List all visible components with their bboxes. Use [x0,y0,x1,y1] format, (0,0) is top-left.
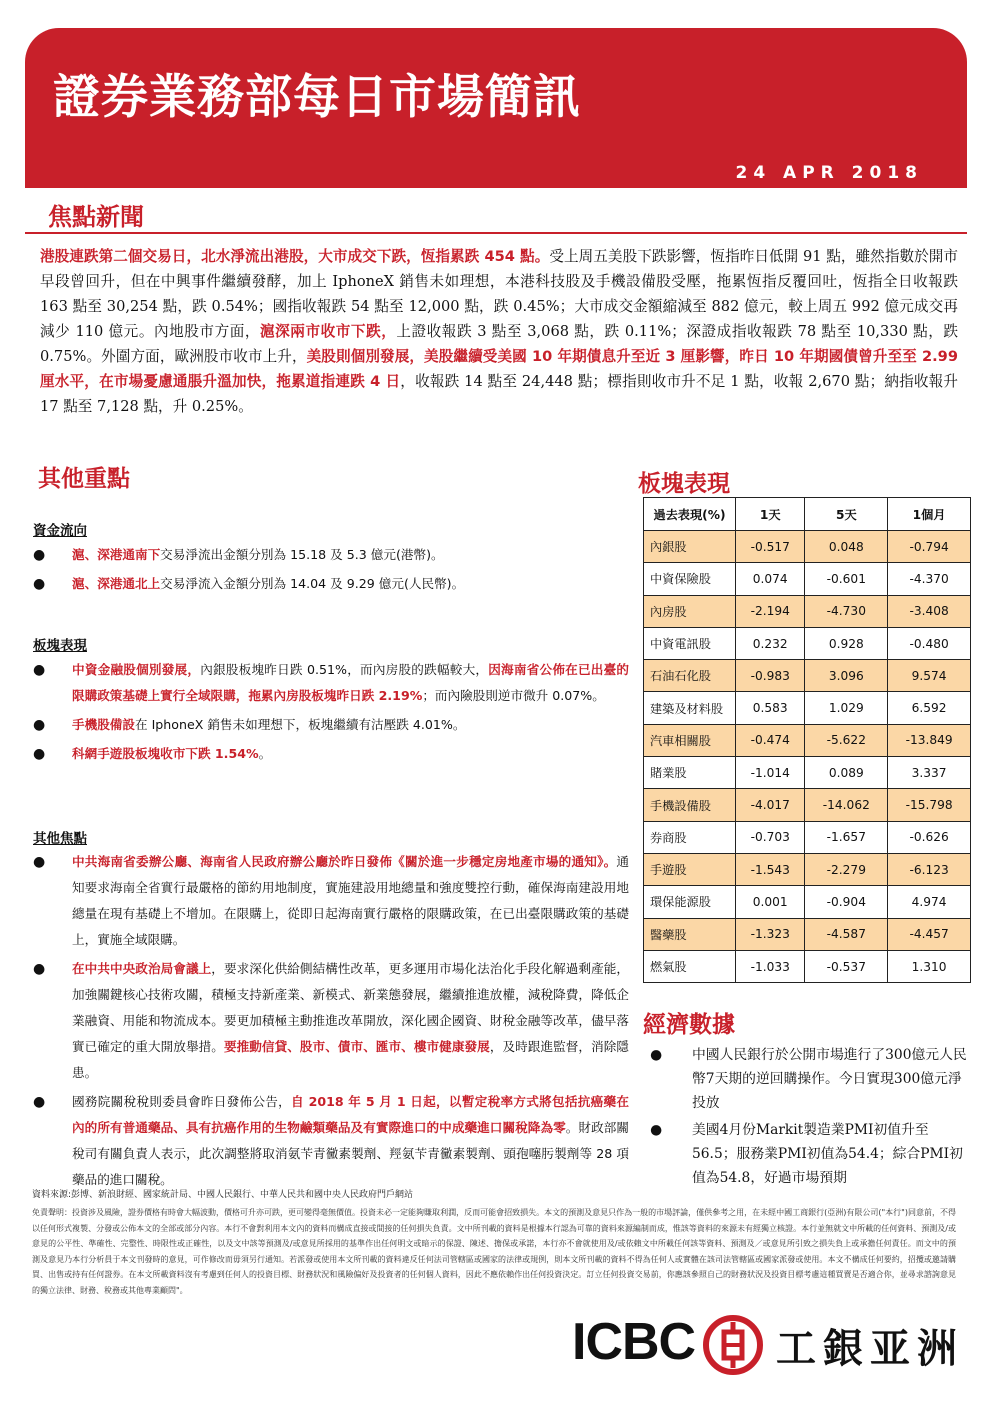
column-header: 5天 [805,498,888,531]
table-row [644,821,971,853]
highlight-text: 在中共中央政治局會議上 [72,961,212,976]
list-item [33,849,629,953]
body-text: ，收報跌 14 點至 24,448 點；標指則收市升不足 1 點，收報 2,670 點；納指收報升 17 點至 7,128 點，升 0.25%。 [40,373,959,415]
icbc-asia-logo-text: 工銀亚洲 [776,1326,964,1372]
change-5d-cell: -4.730 [805,595,888,627]
list-item [33,741,629,767]
other-focus-list [33,849,629,1196]
sector-performance-title: 板塊表現 [33,638,87,654]
change-1d-cell: 0.583 [736,692,805,724]
highlight-text: 手機股備設 [72,717,135,732]
bullet-icon: ● [33,746,46,762]
bullet-icon: ● [33,662,46,678]
sources-line: 資料來源:彭博、新浪財經、國家統計局、中國人民銀行、中華人民共和國中央人民政府門戶網站 [32,1190,414,1200]
table-row [644,757,971,789]
table-row [644,660,971,692]
bullet-icon: ● [33,576,46,592]
highlight-text: 中資金融股個別發展， [72,662,201,677]
body-text: ，要求深化供給側結構性改革，更多運用市場化法治化手段化解過剩產能，加強關鍵核心技術攻關，積極支持新產業、新模式、新業態發展，繼續推進放權，減稅降費，降低企業融資、用能和物流成本。要更加積極主動推進改革開放，深化國企國資、財稅金融等改革，儘早落實已確定的重大開放舉措。 [72,961,630,1054]
change-1d-cell: 0.232 [736,627,805,659]
sector-name-cell: 醫藥股 [644,918,736,950]
change-1d-cell: -0.474 [736,724,805,756]
body-text: 。 [258,746,272,761]
change-1m-cell: -6.123 [888,853,971,885]
change-1d-cell: -4.017 [736,789,805,821]
body-text: 通知要求海南全省實行最嚴格的節約用地制度，實施建設用地總量和強度雙控行動，確保海南建設用地總量在現有基礎上不增加。在限購上，從即日起海南實行嚴格的限購政策，在已出臺限購政策的基礎上，實施全域限購。 [72,854,629,947]
table-row [644,692,971,724]
list-item [33,956,629,1086]
sector-performance-list [33,657,629,770]
table-row [644,563,971,595]
highlight-text: 要推動信貸、股市、債市、匯市、樓市健康發展 [223,1039,490,1054]
change-1d-cell: -1.543 [736,853,805,885]
highlight-text: 滬深兩市收市下跌， [260,323,397,340]
other-highlights-heading: 其他重點 [38,466,130,492]
highlight-text: 科網手遊股板塊收市下跌 1.54% [72,746,259,761]
body-text: ，及時跟進監督，消除隱患。 [72,1039,630,1080]
change-1d-cell: -0.517 [736,531,805,563]
highlight-text: 中共海南省委辦公廳、海南省人民政府辦公廳於昨日發佈《關於進一步穩定房地產市場的通知》。 [72,854,617,869]
body-text: 交易淨流出金額分別為 15.18 及 5.3 億元(港幣)。 [160,547,444,562]
list-item [650,1043,970,1115]
change-5d-cell: 3.096 [805,660,888,692]
sector-name-cell: 中資保險股 [644,563,736,595]
sector-name-cell: 賭業股 [644,757,736,789]
body-text: ；而內險股則逆市微升 0.07%。 [422,688,605,703]
column-header: 過去表現(%) [644,498,736,531]
table-row [644,627,971,659]
capital-flow-list [33,542,629,600]
table-row [644,918,971,950]
body-text: 上證收報跌 3 點至 3,068 點，跌 0.11%；深證成指收報跌 78 點至 10,330 點，跌 0.75%。外圍方面，歐洲股市收市上升， [40,323,958,365]
bullet-icon: ● [33,961,46,977]
sector-name-cell: 石油石化股 [644,660,736,692]
focus-news-body [40,244,958,419]
change-1d-cell: -1.033 [736,950,805,982]
table-row [644,886,971,918]
change-1m-cell: -13.849 [888,724,971,756]
list-item [33,657,629,709]
change-1m-cell: 4.974 [888,886,971,918]
body-text: 。財政部關稅司有關負責人表示，此次調整將取消氨苄青黴素製劑、羥氨苄青黴素製劑、頭孢噻肟製劑等 28 項藥品的進口關稅。 [72,1120,630,1187]
change-1m-cell: 3.337 [888,757,971,789]
sector-name-cell: 環保能源股 [644,886,736,918]
change-1m-cell: 6.592 [888,692,971,724]
body-text: 內銀股板塊昨日跌 0.51%，而內房股的跌幅較大， [200,662,489,677]
bullet-icon: ● [33,717,46,733]
sector-name-cell: 中資電訊股 [644,627,736,659]
table-row [644,853,971,885]
economic-data-heading: 經濟數據 [643,1012,735,1038]
change-1d-cell: -0.703 [736,821,805,853]
economic-data-list [650,1043,970,1193]
change-1m-cell: -15.798 [888,789,971,821]
bullet-icon: ● [650,1047,663,1063]
change-5d-cell: -2.279 [805,853,888,885]
change-1m-cell: -0.480 [888,627,971,659]
change-5d-cell: -0.537 [805,950,888,982]
list-item [33,1089,629,1193]
change-5d-cell: -1.657 [805,821,888,853]
table-header-row [644,498,971,531]
change-1d-cell: -1.014 [736,757,805,789]
bullet-icon: ● [650,1122,663,1138]
sector-table-heading: 板塊表現 [638,471,730,497]
page-title: 證券業務部每日市場簡訊 [53,70,581,125]
change-5d-cell: -5.622 [805,724,888,756]
change-1d-cell: -0.983 [736,660,805,692]
other-focus-title: 其他焦點 [33,831,87,847]
change-5d-cell: -0.904 [805,886,888,918]
table-row [644,789,971,821]
table-row [644,950,971,982]
focus-divider [25,232,967,234]
bullet-icon: ● [33,854,46,870]
table-row [644,531,971,563]
body-text: 交易淨流入金額分別為 14.04 及 9.29 億元(人民幣)。 [160,576,465,591]
sector-name-cell: 燃氣股 [644,950,736,982]
list-item [650,1118,970,1190]
body-text: 受上周五美股下跌影響，恆指昨日低開 91 點，雖然指數於開市早段曾回升，但在中興事件繼續發酵，加上 IphoneX 銷售未如理想，本港科技股及手機設備股受壓，拖累恆指反覆回吐，恆指全日收報跌 163 點至 30,254 點，跌 0.54%；國指收報跌 54 點至 12,000 點，跌 0.45%；大市成交金額縮減至 882 億元，較上周五 992 億元成交再減少 110 億元。內地股市方面， [40,248,958,340]
change-5d-cell: 1.029 [805,692,888,724]
change-5d-cell: 0.928 [805,627,888,659]
bullet-icon: ● [33,547,46,563]
change-1m-cell: -0.626 [888,821,971,853]
change-1m-cell: -3.408 [888,595,971,627]
change-1d-cell: -1.323 [736,918,805,950]
change-1m-cell: -4.457 [888,918,971,950]
change-1m-cell: -0.794 [888,531,971,563]
column-header: 1天 [736,498,805,531]
change-5d-cell: 0.048 [805,531,888,563]
change-5d-cell: -4.587 [805,918,888,950]
sector-name-cell: 手遊股 [644,853,736,885]
change-1m-cell: -4.370 [888,563,971,595]
bullet-icon: ● [33,1094,46,1110]
column-header: 1個月 [888,498,971,531]
highlight-text: 因海南省公佈在已出臺的限購政策基礎上實行全域限購，拖累內房股板塊昨日跌 2.19% [72,662,630,703]
list-item [33,571,629,597]
sector-name-cell: 汽車相關股 [644,724,736,756]
change-1m-cell: 1.310 [888,950,971,982]
icbc-seal-icon [702,1314,764,1376]
report-date: 24 APR 2018 [735,163,923,183]
highlight-text: 自 2018 年 5 月 1 日起，以暫定稅率方式將包括抗癌藥在內的所有普通藥品、具有抗癌作用的生物鹼類藥品及有實際進口的中成藥進口關稅降為零 [72,1094,630,1135]
disclaimer: 免責聲明：投資涉及風險，證券價格有時會大幅波動，價格可升亦可跌，更可變得毫無價值。投資未必一定能夠賺取利潤，反而可能會招致損失。本文的預測及意見只作為一般的市場評論，僅供參考之用，在未經中國工商銀行(亞洲)有限公司("本行")同意前，不得以任何形式複製、分發或公佈本文的全部或部分內容。本行不會對利用本文內的資料而構成直接或間接的任何損失負責。文中所刊載的資料是根據本行認為可靠的資料來源編制而成，惟該等資料的來源未有經獨立核證。本行並無就文中所載的任何資料、預測及/或意見的公平性、準確性、完整性、時限性或正確性，以及文中該等預測及/或意見所採用的基準作出任何明文或暗示的保證、陳述、擔保或承諾，本行亦不會就使用及/或依賴文中所載任何該等資料、預測及／或意見所引致之損失負上或承擔任何責任。而文中的預測及意見乃本行分析員于本文刊發時的意見，可作修改而毋須另行通知。若派發或使用本文所刊載的資料違反任何法司管轄區或國家的法律或規例，則本文所刊載的資料不得為任何人或實體在該司法管轄區或國家派發或使用。本文不構成任何要約，招攬或邀請購買、出售或持有任何證券。在本文所載資料沒有考慮到任何人的投資目標、財務狀況和風險偏好及投資者的任何個人資料，因此不應依賴作出任何投資決定。訂立任何投資交易前，你應該參照自己的財務狀況及投資目標考慮這種買賣是否適合你，並尋求諮詢意見的獨立法律、財務、稅務或其他專業顧問"。 [32,1208,956,1295]
header-banner [25,28,967,188]
change-1d-cell: -2.194 [736,595,805,627]
icbc-logo-text: ICBC [572,1313,696,1371]
focus-news-heading: 焦點新聞 [48,203,144,231]
sector-name-cell: 券商股 [644,821,736,853]
highlight-text: 美股則個別發展，美股繼續受美國 10 年期債息升至近 3 厘影響，昨日 10 年期國債曾升至至 2.99 厘水平，在市場憂慮通脹升溫加快，拖累道指連跌 4 日 [40,348,958,390]
change-1d-cell: 0.074 [736,563,805,595]
sector-table [643,497,971,983]
change-5d-cell: -0.601 [805,563,888,595]
change-5d-cell: -14.062 [805,789,888,821]
body-text: 在 IphoneX 銷售未如理想下，板塊繼續有沽壓跌 4.01%。 [134,717,466,732]
table-row [644,724,971,756]
table-row [644,595,971,627]
highlight-text: 滬、深港通北上 [72,576,161,591]
sector-name-cell: 內銀股 [644,531,736,563]
economic-item-text: 中國人民銀行於公開市場進行了300億元人民幣7天期的逆回購操作。今日實現300億元淨投放 [692,1047,967,1111]
highlight-text: 港股連跌第二個交易日，北水淨流出港股，大市成交下跌，恆指累跌 454 點。 [40,248,550,265]
change-1d-cell: 0.001 [736,886,805,918]
sector-name-cell: 建築及材料股 [644,692,736,724]
sector-name-cell: 內房股 [644,595,736,627]
body-text: 國務院關稅稅則委員會昨日發佈公告， [72,1094,292,1109]
change-5d-cell: 0.089 [805,757,888,789]
list-item [33,542,629,568]
list-item [33,712,629,738]
sector-name-cell: 手機設備股 [644,789,736,821]
highlight-text: 滬、深港通南下 [72,547,161,562]
change-1m-cell: 9.574 [888,660,971,692]
economic-item-text: 美國4月份Markit製造業PMI初值升至56.5；服務業PMI初值為54.4；綜合PMI初值為54.8，好過市場預期 [692,1122,963,1186]
capital-flow-title: 資金流向 [33,523,87,539]
